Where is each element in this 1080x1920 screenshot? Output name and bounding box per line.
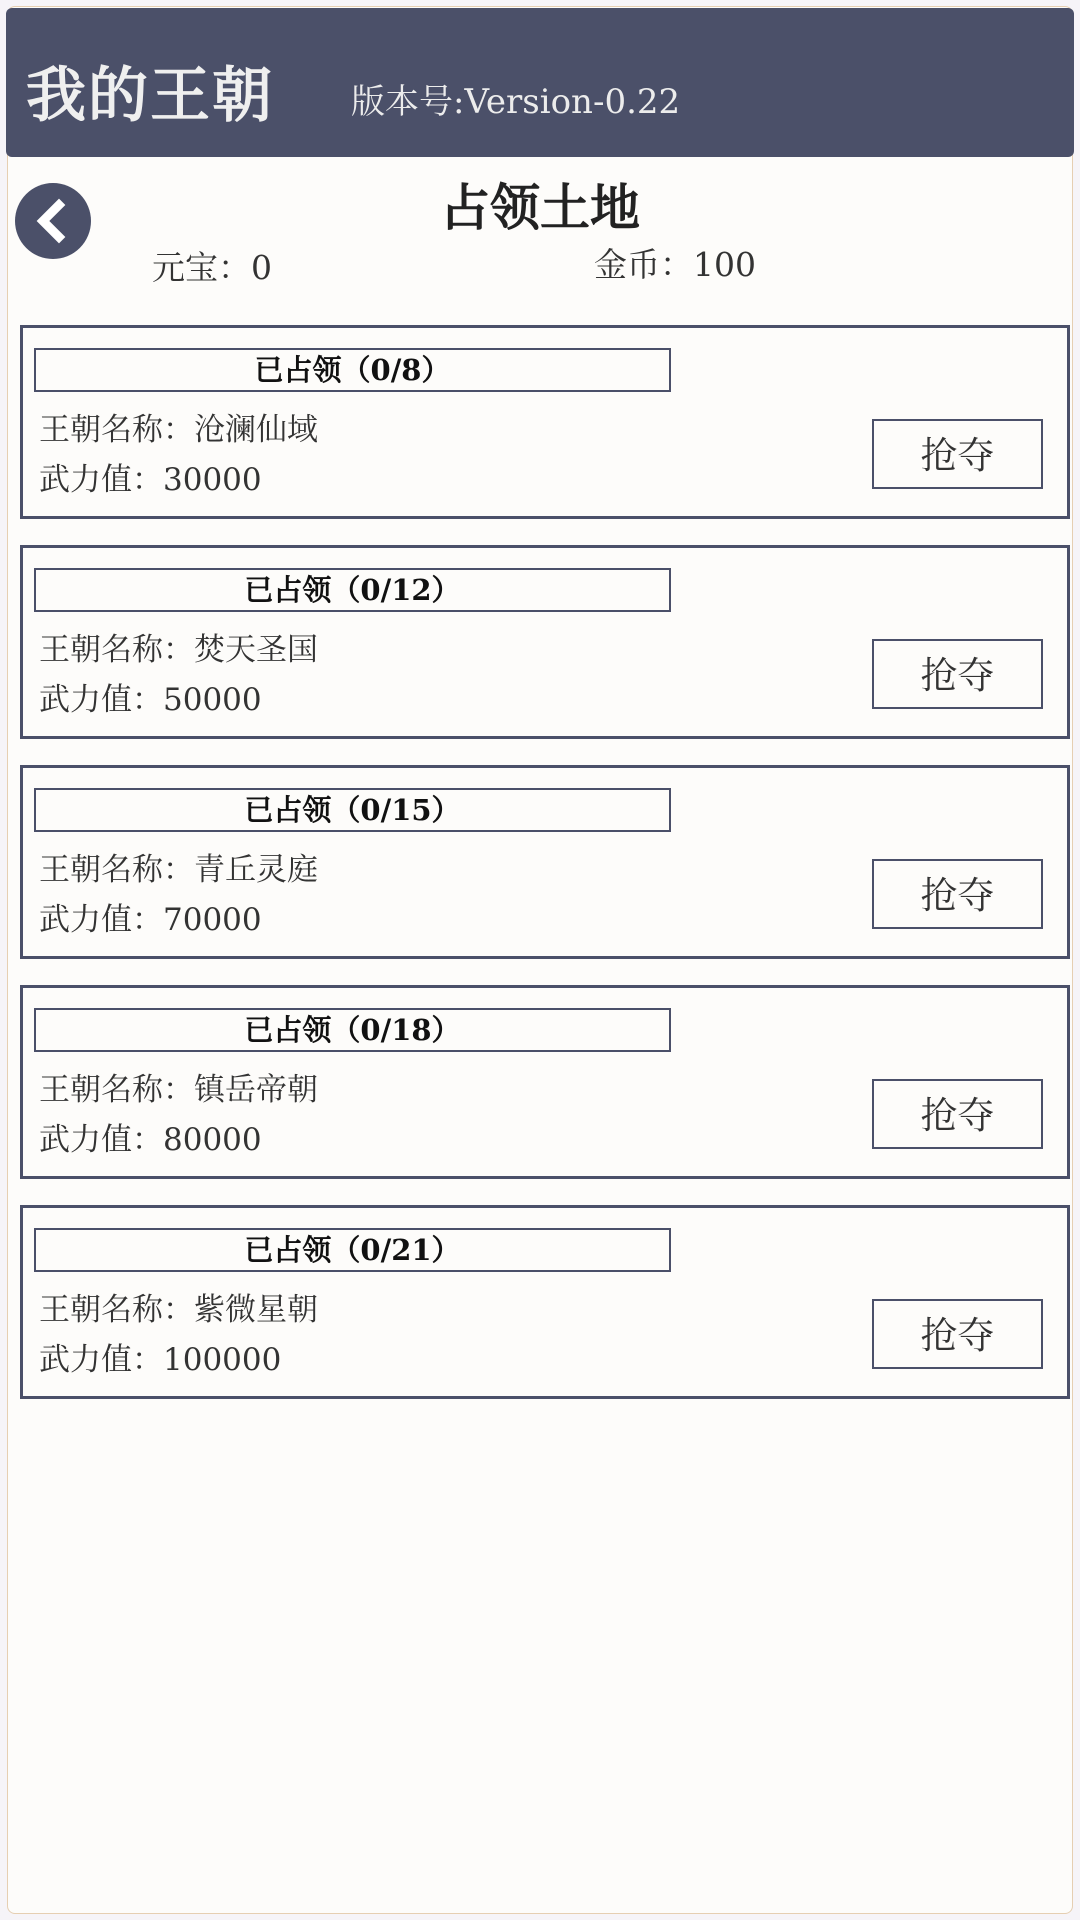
dynasty-name-row: [39, 1284, 318, 1329]
dynasty-name-label: 王朝名称：: [39, 852, 194, 888]
occupied-count: 已占领（0/8）: [34, 348, 671, 392]
dynasty-name-row: [39, 1064, 318, 1109]
rob-button[interactable]: 抢夺: [872, 639, 1043, 709]
dynasty-card: [20, 765, 1070, 959]
power-value: 100000: [163, 1342, 282, 1378]
power-label: 武力值：: [39, 462, 163, 498]
dynasty-card: [20, 545, 1070, 739]
rob-button[interactable]: 抢夺: [872, 1079, 1043, 1149]
power-value: 30000: [163, 462, 262, 498]
power-row: [39, 674, 262, 719]
yuanbao-value: 0: [251, 248, 272, 287]
yuanbao-stat: [152, 242, 272, 289]
dynasty-card: [20, 1205, 1070, 1399]
dynasty-name-row: [39, 844, 318, 889]
power-label: 武力值：: [39, 1122, 163, 1158]
power-row: [39, 454, 262, 499]
app-header: [6, 8, 1074, 157]
app-title-logo: 我的王朝: [26, 61, 274, 131]
page-frame: [7, 6, 1073, 1914]
dynasty-name-label: 王朝名称：: [39, 412, 194, 448]
yuanbao-label: 元宝：: [152, 248, 251, 287]
dynasty-name: 焚天圣国: [194, 632, 318, 668]
rob-button[interactable]: 抢夺: [872, 1299, 1043, 1369]
power-label: 武力值：: [39, 1342, 163, 1378]
power-row: [39, 1114, 262, 1159]
power-value: 50000: [163, 682, 262, 718]
occupied-count: 已占领（0/21）: [34, 1228, 671, 1272]
dynasty-name-row: [39, 624, 318, 669]
page-title: 占领土地: [440, 178, 640, 237]
gold-value: 100: [693, 245, 756, 284]
dynasty-name-row: [39, 404, 318, 449]
dynasty-name: 沧澜仙域: [194, 412, 318, 448]
power-label: 武力值：: [39, 902, 163, 938]
dynasty-name-label: 王朝名称：: [39, 632, 194, 668]
power-label: 武力值：: [39, 682, 163, 718]
power-value: 70000: [163, 902, 262, 938]
rob-button[interactable]: 抢夺: [872, 419, 1043, 489]
version-label: 版本号:Version-0.22: [351, 82, 681, 122]
gold-label: 金币：: [594, 245, 693, 284]
dynasty-name: 青丘灵庭: [194, 852, 318, 888]
dynasty-name: 镇岳帝朝: [194, 1072, 318, 1108]
dynasty-name-label: 王朝名称：: [39, 1072, 194, 1108]
occupied-count: 已占领（0/12）: [34, 568, 671, 612]
dynasty-card: [20, 325, 1070, 519]
dynasty-name: 紫微星朝: [194, 1292, 318, 1328]
power-row: [39, 1334, 281, 1379]
power-value: 80000: [163, 1122, 262, 1158]
dynasty-card: [20, 985, 1070, 1179]
gold-stat: [594, 239, 756, 286]
occupied-count: 已占领（0/18）: [34, 1008, 671, 1052]
occupied-count: 已占领（0/15）: [34, 788, 671, 832]
power-row: [39, 894, 262, 939]
rob-button[interactable]: 抢夺: [872, 859, 1043, 929]
dynasty-name-label: 王朝名称：: [39, 1292, 194, 1328]
